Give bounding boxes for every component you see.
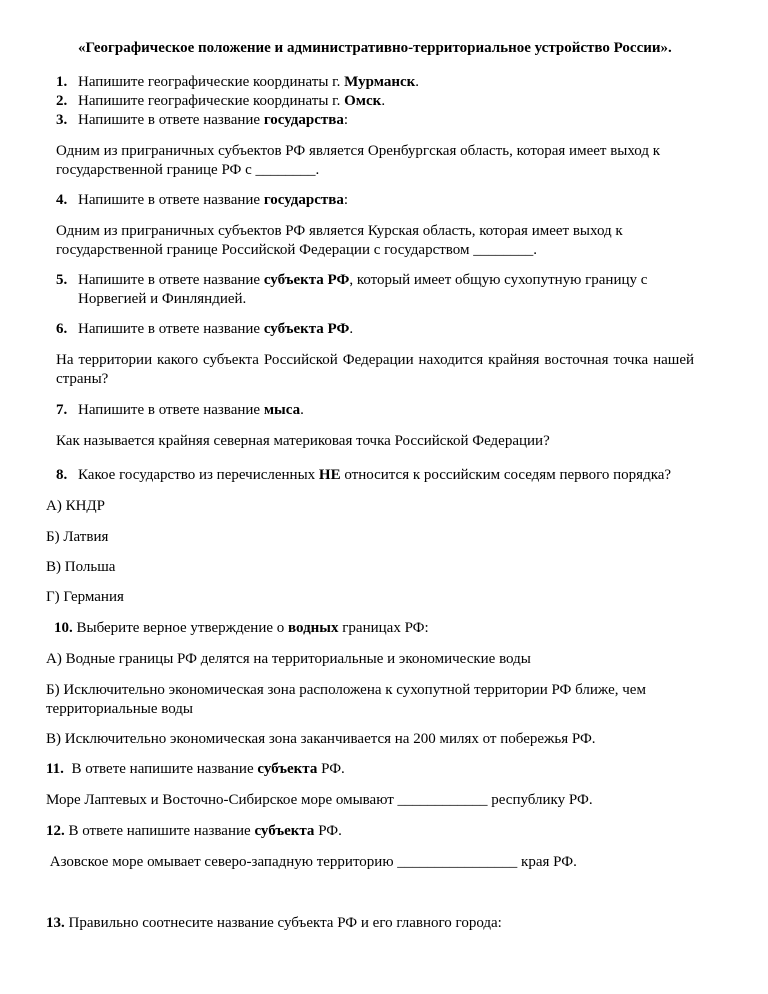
question-10-option-a: А) Водные границы РФ делятся на территориальные и экономические воды	[46, 651, 531, 667]
question-text-end: относится к российским соседям первого порядка?	[340, 467, 672, 483]
question-text-end: РФ.	[314, 823, 342, 839]
question-text-end: , который имеет общую сухопутную границу с	[349, 272, 648, 288]
question-text: Напишите географические координаты г.	[78, 74, 345, 90]
question-text: Напишите в ответе название	[78, 112, 264, 128]
question-2	[56, 92, 385, 111]
question-number: 11.	[46, 761, 64, 777]
question-text: В ответе напишите название	[63, 761, 258, 777]
question-5-line-2: Норвегией и Финляндией.	[78, 291, 247, 307]
question-text-end: РФ.	[317, 761, 345, 777]
question-number: 6.	[56, 321, 68, 337]
question-text-end: .	[381, 93, 386, 109]
question-text: Напишите в ответе название	[78, 272, 264, 288]
question-text: Выберите верное утверждение о	[72, 620, 289, 636]
question-number: 12.	[46, 823, 65, 839]
question-text: В ответе напишите название	[64, 823, 255, 839]
question-4	[56, 191, 348, 210]
question-3-text-line-1: Одним из приграничных субъектов РФ является Оренбургская область, которая имеет выход к	[56, 143, 661, 159]
question-keyword: водных	[288, 620, 339, 636]
question-keyword: Омск	[344, 93, 382, 109]
question-10-option-b-line-2: территориальные воды	[46, 701, 194, 717]
question-text: Напишите в ответе название	[78, 192, 264, 208]
question-text-end: :	[343, 192, 348, 208]
question-11-text: Море Лаптевых и Восточно-Сибирское море омывают ____________ республику РФ.	[46, 792, 593, 808]
question-4-text-line-1: Одним из приграничных субъектов РФ является Курская область, которая имеет выход к	[56, 223, 623, 239]
question-10	[54, 619, 429, 638]
question-10-option-c: В) Исключительно экономическая зона заканчивается на 200 милях от побережья РФ.	[46, 731, 596, 747]
question-keyword: субъекта	[254, 823, 315, 839]
question-text-end: .	[300, 402, 304, 418]
answer-option-d: Г) Германия	[46, 589, 124, 605]
question-text: Напишите в ответе название	[78, 402, 264, 418]
question-6-text-line-2: страны?	[56, 371, 109, 387]
question-6-text-line-1: На территории какого субъекта Российской Федерации находится крайняя восточная точка нашей	[56, 352, 695, 368]
question-number: 13.	[46, 915, 65, 931]
question-7-text: Как называется крайняя северная материковая точка Российской Федерации?	[56, 433, 550, 449]
question-text-end: границах РФ:	[338, 620, 429, 636]
question-text-end: .	[415, 74, 420, 90]
question-6	[56, 320, 353, 339]
question-number: 1.	[56, 74, 68, 90]
question-4-text-line-2: государственной границе Российской Федерации с государством ________.	[56, 242, 537, 258]
question-keyword: государства	[263, 192, 344, 208]
question-11	[46, 760, 345, 779]
question-8	[56, 466, 671, 485]
question-text: Напишите географические координаты г.	[78, 93, 345, 109]
question-number: 4.	[56, 192, 68, 208]
question-1	[56, 73, 419, 92]
question-keyword: субъекта РФ	[263, 272, 350, 288]
question-text: Напишите в ответе название	[78, 321, 264, 337]
question-3	[56, 111, 348, 130]
question-keyword: Мурманск	[344, 74, 416, 90]
question-7	[56, 401, 304, 420]
question-10-option-b-line-1: Б) Исключительно экономическая зона расположена к сухопутной территории РФ ближе, чем	[46, 682, 646, 698]
question-keyword: субъекта	[257, 761, 318, 777]
question-number: 8.	[56, 467, 68, 483]
question-keyword: мыса	[263, 402, 301, 418]
question-12	[46, 822, 342, 841]
question-keyword: НЕ	[318, 467, 341, 483]
question-number: 5.	[56, 272, 68, 288]
answer-option-c: В) Польша	[46, 559, 116, 575]
question-text-end: .	[349, 321, 354, 337]
question-text: Какое государство из перечисленных	[78, 467, 319, 483]
question-keyword: государства	[263, 112, 344, 128]
answer-option-a: А) КНДР	[46, 498, 105, 514]
question-13	[46, 914, 502, 933]
question-number: 10.	[54, 620, 73, 636]
question-keyword: субъекта РФ	[263, 321, 350, 337]
question-text-end: :	[343, 112, 348, 128]
document-title: «Географическое положение и административно-территориальное устройство России».	[78, 40, 672, 56]
question-3-text-line-2: государственной границе РФ с ________.	[56, 162, 320, 178]
question-5	[56, 271, 647, 290]
question-12-text: Азовское море омывает северо-западную территорию ________________ края РФ.	[46, 854, 577, 870]
question-number: 7.	[56, 402, 68, 418]
question-number: 3.	[56, 112, 68, 128]
question-number: 2.	[56, 93, 68, 109]
question-text: Правильно соотнесите название субъекта РФ и его главного города:	[64, 915, 502, 931]
answer-option-b: Б) Латвия	[46, 529, 109, 545]
